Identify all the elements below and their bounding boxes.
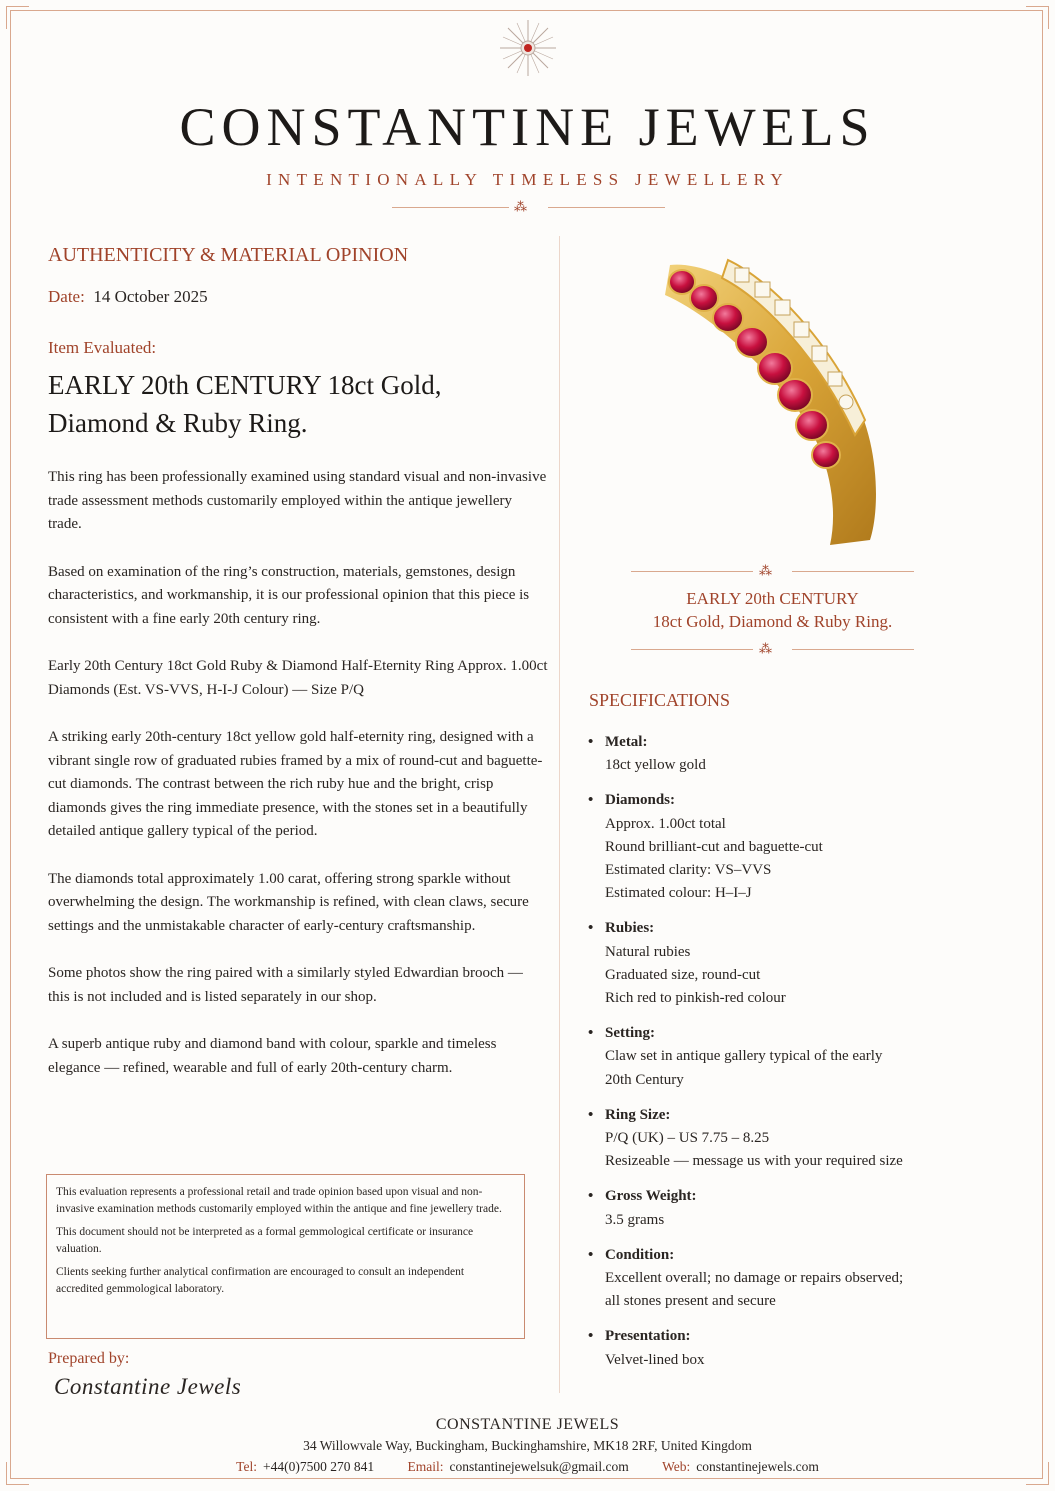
specifications-list — [588, 731, 958, 1384]
divider — [548, 207, 665, 208]
spec-value: P/Q (UK) – US 7.75 – 8.25 — [605, 1130, 770, 1147]
spec-value: 18ct yellow gold — [605, 757, 706, 774]
ornament-icon: ⁂ — [759, 564, 772, 579]
paragraph: Early 20th Century 18ct Gold Ruby & Diamond Half-Eternity Ring Approx. 1.00ct Diamonds (Est. VS-VVS, H-I-J Colour) — Size P/Q — [48, 658, 548, 698]
corner-ornament — [6, 6, 29, 29]
spec-value: all stones present and secure — [605, 1293, 776, 1310]
footer-name: CONSTANTINE JEWELS — [435, 1416, 620, 1433]
paragraph: Based on examination of the ring’s construction, materials, gemstones, design characteristics, and workmanship, it is our professional opinion that this piece is consistent with a fine early 20th century ring. — [48, 563, 530, 627]
disclaimer-box — [46, 1174, 525, 1339]
spec-item — [588, 1185, 958, 1231]
spec-item — [588, 1104, 958, 1174]
bullet-icon: • — [588, 1328, 594, 1345]
disclaimer-text: This evaluation represents a professional retail and trade opinion based upon visual and non-invasive examination methods customarily employed within the antique and fine jewellery trade. — [56, 1186, 502, 1215]
spec-label: Gross Weight: — [605, 1188, 697, 1205]
item-title: EARLY 20th CENTURY 18ct Gold, Diamond & Ruby Ring. — [48, 370, 442, 438]
paragraph: This ring has been professionally examined using standard visual and non-invasive trade assessment methods customarily employed within the antique jewellery trade. — [48, 469, 547, 532]
specifications-title: SPECIFICATIONS — [589, 690, 731, 710]
spec-value: Resizeable — message us with your required size — [605, 1153, 903, 1170]
date-label: Date: — [48, 287, 85, 306]
bullet-icon: • — [588, 1188, 594, 1205]
disclaimer-text: Clients seeking further analytical confirmation are encouraged to consult an independent accredited gemmological laboratory. — [56, 1266, 465, 1295]
bullet-icon: • — [588, 920, 594, 937]
spec-label: Presentation: — [605, 1328, 691, 1345]
spec-value: Approx. 1.00ct total — [605, 815, 726, 832]
divider — [392, 207, 509, 208]
spec-item — [588, 917, 958, 1010]
bullet-icon: • — [588, 1025, 594, 1042]
date-value: 14 October 2025 — [93, 287, 208, 306]
spec-value: 20th Century — [605, 1071, 684, 1088]
ring-image — [640, 240, 940, 550]
section-title: AUTHENTICITY & MATERIAL OPINION — [48, 244, 409, 266]
footer-address: 34 Willowvale Way, Buckingham, Buckinghamshire, MK18 2RF, United Kingdom — [303, 1438, 752, 1453]
disclaimer-text: This document should not be interpreted as a formal gemmological certificate or insurance valuation. — [56, 1226, 474, 1255]
spec-label: Ring Size: — [605, 1106, 671, 1123]
column-divider — [559, 236, 560, 1393]
spec-item — [588, 1022, 958, 1092]
spec-value: 3.5 grams — [605, 1211, 665, 1228]
spec-label: Metal: — [605, 734, 648, 750]
spec-value: Claw set in antique gallery typical of the early — [605, 1048, 883, 1065]
corner-ornament — [1026, 6, 1049, 29]
caption-line: 18ct Gold, Diamond & Ruby Ring. — [652, 612, 893, 631]
spec-label: Condition: — [605, 1246, 675, 1263]
spec-label: Diamonds: — [605, 792, 676, 809]
item-label: Item Evaluated: — [48, 338, 157, 357]
spec-value: Velvet-lined box — [605, 1351, 705, 1368]
star-logo-icon — [498, 18, 558, 78]
ornament-icon: ⁂ — [759, 642, 772, 657]
paragraph: A striking early 20th-century 18ct yellow gold half-eternity ring, designed with a vibrant single row of graduated rubies framed by a mix of round-cut and baguette-cut diamonds. The contrast between the rich ruby hue and the bright, crisp diamonds gives the ring immediate presence, with the stones set in a beautifully detailed antique gallery typical of the period. — [48, 729, 543, 839]
web-link[interactable]: constantinejewels.com — [696, 1459, 819, 1474]
tel-label: Tel: — [236, 1459, 257, 1474]
bullet-icon: • — [588, 734, 594, 750]
spec-value: Natural rubies — [605, 943, 691, 960]
spec-item — [588, 1325, 958, 1371]
spec-value: Rich red to pinkish-red colour — [605, 990, 786, 1007]
divider — [631, 649, 753, 650]
bullet-icon: • — [588, 1246, 594, 1263]
spec-label: Rubies: — [605, 920, 655, 937]
paragraph: The diamonds total approximately 1.00 carat, offering strong sparkle without overwhelming the design. The workmanship is refined, with clean claws, secure settings and the unmistakable character of early-century craftsmanship. — [48, 870, 529, 934]
brand-name: CONSTANTINE JEWELS — [179, 97, 876, 157]
prepared-label: Prepared by: — [48, 1350, 130, 1367]
spec-item — [588, 1244, 958, 1314]
tel-value[interactable]: +44(0)7500 270 841 — [262, 1459, 375, 1474]
spec-label: Setting: — [605, 1025, 655, 1042]
description — [48, 466, 548, 1104]
divider — [792, 571, 914, 572]
spec-value: Estimated clarity: VS–VVS — [605, 862, 772, 879]
brand-tagline: INTENTIONALLY TIMELESS JEWELLERY — [266, 170, 789, 189]
bullet-icon: • — [588, 1106, 594, 1123]
signature: Constantine Jewels — [54, 1374, 242, 1399]
spec-value: Graduated size, round-cut — [605, 966, 761, 983]
caption-line: EARLY 20th CENTURY — [686, 589, 859, 608]
spec-item — [588, 789, 958, 905]
email-link[interactable]: constantinejewelsuk@gmail.com — [449, 1459, 629, 1474]
bullet-icon: • — [588, 792, 594, 809]
paragraph: Some photos show the ring paired with a similarly styled Edwardian brooch — this is not included and is listed separately in our shop. — [48, 965, 523, 1005]
spec-value: Estimated colour: H–I–J — [605, 885, 752, 902]
date-row — [48, 287, 208, 307]
web-label: Web: — [662, 1459, 691, 1474]
ornament-icon: ⁂ — [514, 200, 527, 215]
image-caption — [631, 587, 914, 633]
spec-item — [588, 731, 958, 777]
email-label: Email: — [407, 1459, 444, 1474]
divider — [792, 649, 914, 650]
paragraph: A superb antique ruby and diamond band with colour, sparkle and timeless elegance — refined, wearable and full of early 20th-century charm. — [48, 1036, 497, 1076]
spec-value: Excellent overall; no damage or repairs observed; — [605, 1270, 904, 1287]
footer-contact — [0, 1459, 1055, 1475]
divider — [631, 571, 753, 572]
spec-value: Round brilliant-cut and baguette-cut — [605, 838, 823, 855]
